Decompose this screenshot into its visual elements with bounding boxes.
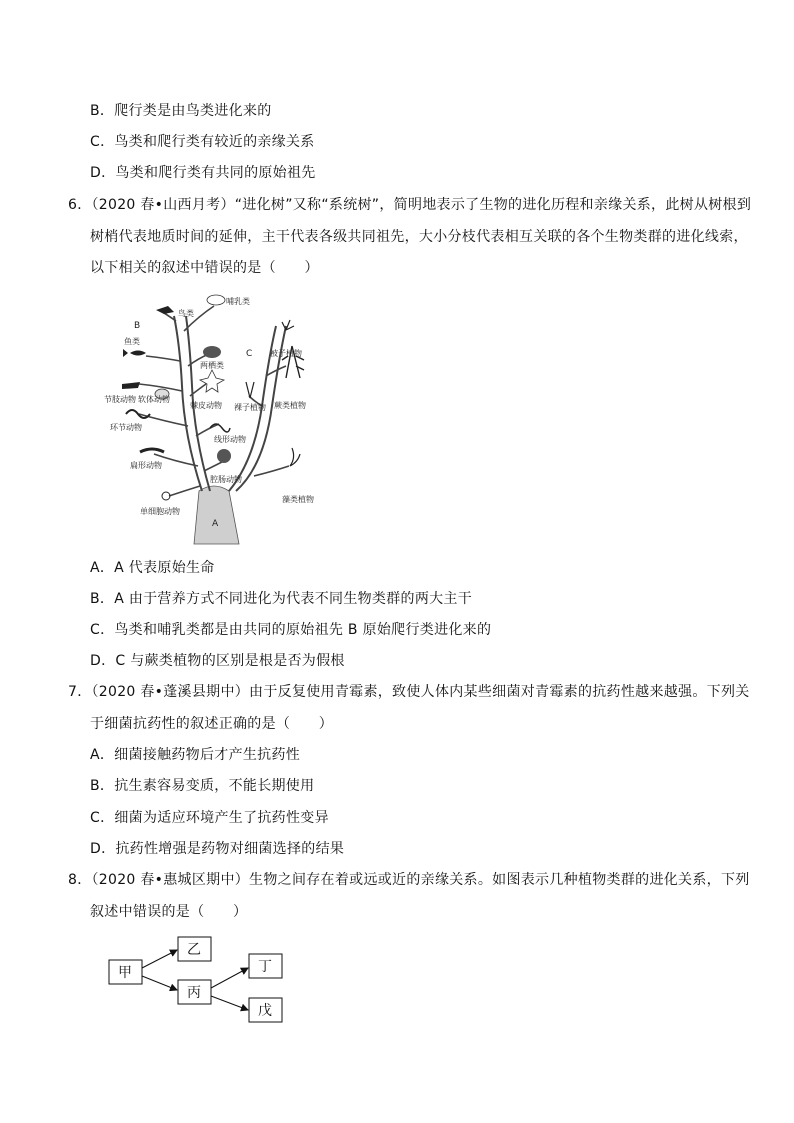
earthworm-icon bbox=[126, 410, 150, 418]
flatworm-icon bbox=[140, 449, 164, 452]
label-coelenterate: 腔肠动物 bbox=[210, 475, 242, 484]
q7-option-d: D．抗药性增强是药物对细菌选择的结果 bbox=[90, 841, 345, 857]
flower-icon bbox=[282, 320, 294, 330]
starfish-icon bbox=[200, 370, 224, 392]
box-ding-label: 丁 bbox=[258, 959, 272, 975]
fish-icon bbox=[123, 349, 146, 357]
pine-icon bbox=[246, 382, 254, 398]
q7-option-c: C．细菌为适应环境产生了抗药性变异 bbox=[90, 810, 329, 826]
label-nematode: 线形动物 bbox=[214, 435, 246, 444]
q6-stem-line-2: 树梢代表地质时间的延伸，主干代表各级共同祖先，大小分枝代表相互关联的各个生物类群的进化线索， bbox=[90, 229, 748, 245]
q7-stem-line-1: 7．（2020 春•蓬溪县期中）由于反复使用青霉素，致使人体内某些细菌对青霉素的抗药性越来越强。下列关 bbox=[68, 684, 750, 700]
rabbit-icon bbox=[207, 295, 225, 305]
evolution-tree-figure bbox=[104, 286, 334, 546]
q6-option-c: C．鸟类和哺乳类都是由共同的原始祖先 B 原始爬行类进化来的 bbox=[90, 622, 492, 638]
branch-fish bbox=[146, 356, 180, 361]
roundworm-icon bbox=[210, 424, 230, 432]
box-wu-label: 戊 bbox=[258, 1003, 272, 1019]
branch-annelid bbox=[139, 414, 188, 426]
branch-algae bbox=[254, 466, 289, 476]
label-gymnosperm: 裸子植物 bbox=[234, 403, 266, 412]
q6-stem-line-1: 6．（2020 春•山西月考）“进化树”又称“系统树”，简明地表示了生物的进化历程和亲缘关系，此树从树根到 bbox=[68, 197, 752, 213]
seaweed-icon bbox=[290, 448, 300, 466]
q8-stem-line-1: 8．（2020 春•惠城区期中）生物之间存在着或远或近的亲缘关系。如图表示几种植物类群的进化关系，下列 bbox=[68, 872, 750, 888]
label-angiosperm: 被子植物 bbox=[270, 349, 302, 358]
amoeba-icon bbox=[162, 492, 170, 500]
branch-coelenterate bbox=[204, 462, 222, 471]
q5-option-b: B．爬行类是由鸟类进化来的 bbox=[90, 103, 272, 119]
label-c: C bbox=[246, 349, 253, 359]
label-annelid: 环节动物 bbox=[110, 423, 142, 432]
q7-option-b: B．抗生素容易变质，不能长期使用 bbox=[90, 778, 315, 794]
box-yi-label: 乙 bbox=[187, 942, 201, 958]
hydra-icon bbox=[217, 449, 231, 463]
label-a: A bbox=[212, 519, 219, 529]
arrow-jia-bing bbox=[142, 976, 177, 990]
arrow-bing-ding bbox=[211, 968, 248, 988]
label-fish: 鱼类 bbox=[124, 337, 140, 346]
label-fern: 蕨类植物 bbox=[274, 401, 306, 410]
q7-option-a: A．细菌接触药物后才产生抗药性 bbox=[90, 747, 301, 763]
label-mollusk: 软体动物 bbox=[138, 395, 170, 404]
box-jia-label: 甲 bbox=[118, 965, 132, 981]
q6-option-d: D．C 与蕨类植物的区别是根是否为假根 bbox=[90, 653, 345, 669]
bird-icon bbox=[156, 306, 174, 314]
q6-stem-line-3: 以下相关的叙述中错误的是（ ） bbox=[90, 260, 319, 276]
arrow-bing-wu bbox=[211, 996, 248, 1010]
insect-icon bbox=[122, 382, 140, 389]
q6-option-a: A．A 代表原始生命 bbox=[90, 560, 215, 576]
q6-option-b: B．A 由于营养方式不同进化为代表不同生物类群的两大主干 bbox=[90, 591, 473, 607]
label-echinoderm: 棘皮动物 bbox=[190, 401, 222, 410]
label-bird: 鸟类 bbox=[178, 309, 194, 318]
frog-icon bbox=[203, 346, 221, 358]
label-protozoa: 单细胞动物 bbox=[140, 507, 180, 516]
tree-root-base bbox=[194, 486, 239, 544]
branch-protozoa bbox=[169, 486, 200, 496]
arrow-jia-yi bbox=[142, 950, 177, 968]
label-arthropod: 节肢动物 bbox=[104, 395, 136, 404]
label-amphibian: 两栖类 bbox=[200, 361, 224, 370]
label-algae: 藻类植物 bbox=[282, 495, 314, 504]
label-mammal: 哺乳类 bbox=[226, 297, 250, 306]
q5-option-c: C．鸟类和爬行类有较近的亲缘关系 bbox=[90, 134, 315, 150]
label-flatworm: 扁形动物 bbox=[130, 461, 162, 470]
q8-stem-line-2: 叙述中错误的是（ ） bbox=[90, 904, 248, 920]
box-bing-label: 丙 bbox=[187, 985, 201, 1001]
plant-evolution-diagram bbox=[100, 930, 300, 1030]
q5-option-d: D．鸟类和爬行类有共同的原始祖先 bbox=[90, 165, 316, 181]
q7-stem-line-2: 于细菌抗药性的叙述正确的是（ ） bbox=[90, 716, 334, 732]
label-b: B bbox=[134, 321, 141, 331]
